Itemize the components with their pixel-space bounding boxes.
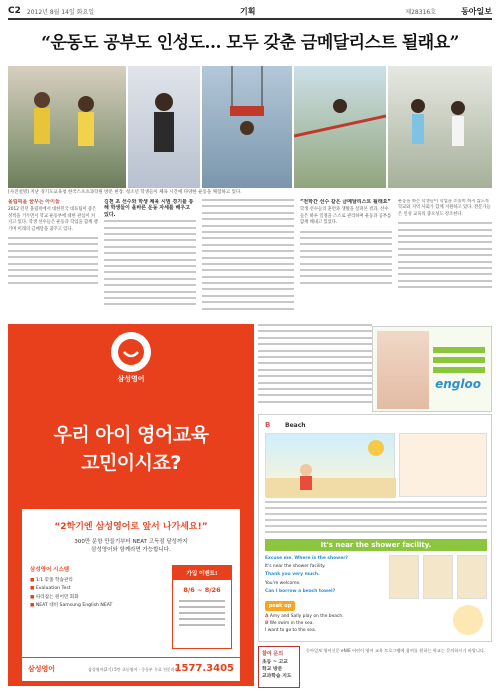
photo-4 bbox=[294, 66, 386, 188]
ad-subline-1: 300만 문항 만들기부터 NEAT 고득점 달성까지 bbox=[74, 539, 188, 545]
column-1-text: 2012 런던 올림픽에서 대한민국 대표팀이 좋은 성적을 거두면서 학교 운동부에 대한 관심이 커지고 있다. 학생 선수들은 운동과 학업을 함께 챙기며 미래의 금메달을 꿈꾸고 있다. bbox=[8, 207, 98, 232]
column-5 bbox=[398, 199, 492, 321]
dialog-line: You're welcome. bbox=[265, 580, 301, 586]
column-1-subhead: 올림픽을 꿈꾸는 아이들 bbox=[8, 199, 60, 205]
notice-box-title: 참여 문의 bbox=[262, 651, 284, 657]
lesson-topic: Beach bbox=[285, 422, 306, 429]
page-number: C2 bbox=[8, 6, 21, 16]
column-2-lead: 김천 초 선수와 학생 체육 시범 경기를 통해 학생들이 올바른 운동 자세를 배우고 있다. bbox=[104, 199, 194, 218]
system-bullet: ■ 1:1 맞춤 학습관리 bbox=[30, 578, 73, 583]
column-4-text: 학생 선수들의 훈련과 생활을 살펴본 결과, 선수들은 하루 일정을 스스로 관리하며 운동과 공부를 함께 해내고 있었다. bbox=[300, 207, 392, 226]
notice-box bbox=[258, 646, 300, 688]
column-2 bbox=[104, 199, 196, 321]
system-bullet: ■ NEAT 대비 Samsung English NEAT bbox=[30, 603, 113, 609]
smile-logo-icon bbox=[116, 337, 146, 367]
issue-number: 제28316호 bbox=[405, 8, 436, 16]
engloo-logo: engloo bbox=[435, 377, 481, 391]
character-icon bbox=[453, 605, 483, 635]
photo-3 bbox=[202, 66, 292, 188]
column-4-subhead: “전학간 선수 같은 금메달리스트 될래요” bbox=[300, 199, 391, 205]
child-photo bbox=[377, 331, 429, 409]
event-box[interactable] bbox=[172, 565, 232, 649]
photo-caption: [사진설명] 지난 경기도교육청 한국스포츠과학원 방문 현장. 청소년 학생들이 체육 시간에 다양한 운동을 체험하고 있다. bbox=[8, 190, 242, 195]
brand-name: 삼성영어 bbox=[117, 375, 145, 383]
english-program-ad[interactable] bbox=[372, 326, 492, 412]
gymnast-bar-icon bbox=[294, 66, 386, 188]
article-headline: “운동도 공부도 인성도… 모두 갖춘 금메달리스트 될래요” bbox=[41, 33, 459, 53]
photo-strip bbox=[8, 66, 492, 188]
photo-5 bbox=[388, 66, 492, 188]
picture-row bbox=[389, 555, 487, 599]
participation-notice bbox=[258, 646, 492, 688]
ad-slogan: “2학기엔 삼성영어로 앞서 나가세요!” bbox=[54, 522, 208, 532]
column-5-text: 운동을 하는 학생들이 학업을 소홀히 하지 않도록 학교와 지역 사회가 함께 지원하고 있다. 전문가들은 인성 교육의 중요성도 강조한다. bbox=[398, 199, 491, 217]
system-list bbox=[30, 565, 160, 611]
shower-illustration bbox=[399, 433, 487, 497]
system-bullet: ■ Evaluation Test bbox=[30, 586, 71, 592]
samsung-english-ad[interactable] bbox=[8, 324, 254, 686]
notice-item: 학교 방문 bbox=[262, 667, 283, 672]
notice-text: 동아일보 영어신문 eNIE 어린이 영어 교육 프로그램에 참여를 원하는 학교는 문의하시기 바랍니다. bbox=[306, 648, 486, 653]
students-running-icon bbox=[388, 66, 492, 188]
notice-item: 초등 ~ 고교 bbox=[262, 660, 288, 665]
ad-subline-2: 삼성영어와 함께라면 가능합니다. bbox=[91, 547, 171, 553]
footer-logo: 삼성영어 bbox=[28, 665, 56, 673]
system-list-title: 삼성영어 시스템 bbox=[30, 567, 70, 573]
dialog-line: Excuse me. Where is the shower? bbox=[265, 556, 348, 561]
issue-date: 2012년 8월 14일 화요일 bbox=[26, 8, 95, 16]
beach-illustration bbox=[265, 433, 395, 497]
gymnast-rings-icon bbox=[202, 66, 292, 188]
system-bullet: ■ 따라잡는 원어민 회화 bbox=[30, 594, 79, 600]
event-date: 8/6 ~ 8/26 bbox=[183, 586, 221, 594]
dialog-list bbox=[265, 555, 385, 596]
column-4 bbox=[300, 199, 392, 321]
practice-list bbox=[265, 613, 415, 634]
column-1 bbox=[8, 199, 98, 321]
notice-item: 교과학습 지도 bbox=[262, 674, 292, 679]
dialog-line: Can I borrow a beach towel? bbox=[265, 588, 336, 594]
page-header bbox=[8, 4, 492, 20]
newspaper-logo: 동아일보 bbox=[461, 5, 492, 16]
athlete-icon bbox=[128, 66, 200, 188]
ad-headline-1: 우리 아이 영어교육 bbox=[53, 424, 209, 446]
ad-headline-2: 고민이시죠? bbox=[81, 452, 181, 474]
ad-info-panel bbox=[22, 509, 240, 681]
section-name: 기획 bbox=[240, 6, 256, 16]
column-3 bbox=[202, 199, 294, 321]
dialog-line: Thank you very much. bbox=[265, 572, 320, 578]
brand-emblem bbox=[111, 332, 151, 372]
photo-1 bbox=[8, 66, 126, 188]
practice-line: I want to go to the sea. bbox=[265, 628, 317, 633]
practice-line: A Amy and Sally play on the beach. bbox=[265, 614, 344, 619]
english-worksheet bbox=[258, 414, 492, 642]
lesson-letter: B bbox=[265, 421, 271, 429]
phone-number[interactable]: 1577.3405 bbox=[174, 663, 234, 674]
article-body bbox=[8, 199, 492, 321]
peak-up-label: peak up bbox=[265, 601, 295, 611]
side-column-text bbox=[258, 324, 372, 410]
dialog-line: It's near the shower facility. bbox=[265, 564, 326, 570]
practice-line: B We swim in the sea. bbox=[265, 621, 314, 626]
photo-2 bbox=[128, 66, 200, 188]
ad-footer bbox=[22, 657, 240, 681]
footer-text: 삼성영어(2기) 5만 초등영어 · 중등부 무료 전문과정 bbox=[88, 667, 179, 672]
children-exercise-icon bbox=[8, 66, 126, 188]
event-title: 가입 이벤트! bbox=[173, 566, 231, 580]
lesson-banner: It's near the shower facility. bbox=[265, 539, 487, 551]
beach-icon bbox=[266, 434, 396, 498]
